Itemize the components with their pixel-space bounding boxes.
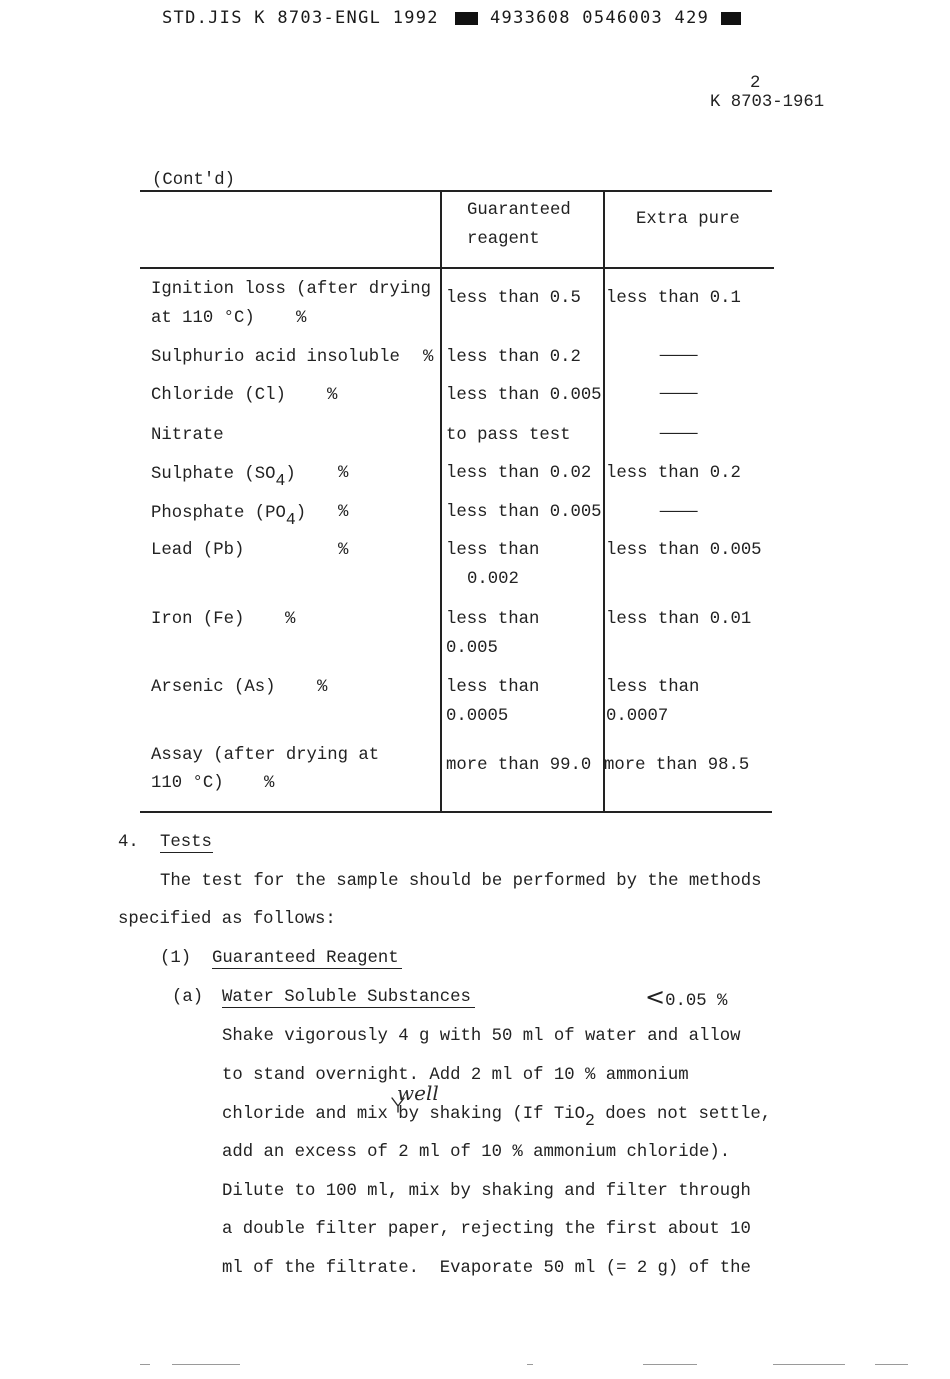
section-title: Tests [160,833,212,852]
subsection-number: (1) [160,949,192,968]
column-header-guaranteed-line2: reagent [467,230,540,249]
procedure-line: Shake vigorously 4 g with 50 ml of water and allow [222,1027,741,1046]
dash-mark: — [660,425,698,444]
row-item-label: Iron (Fe) [151,610,245,629]
subscript: 4 [285,510,296,529]
limit-value: 0.05 % [665,992,728,1011]
extra-pure-value: more than 98.5 [604,756,750,775]
intro-paragraph-line: The test for the sample should be performed by the methods [160,872,762,891]
scan-artifact [172,1364,240,1365]
header-control-numbers: 4933608 0546003 429 [490,8,710,28]
guaranteed-value: less than 0.005 [446,503,602,522]
guaranteed-value-line2: 0.0005 [446,707,509,726]
table-top-rule [140,190,772,192]
row-unit: % [338,541,349,560]
row-item-label: Assay (after drying at [151,746,380,765]
extra-pure-value: less than 0.1 [606,289,741,308]
procedure-line: ml of the filtrate. Evaporate 50 ml (= 2 g) of the [222,1259,751,1278]
guaranteed-value: to pass test [446,426,571,445]
continued-label: (Cont'd) [152,171,235,190]
guaranteed-value: more than 99.0 [446,756,592,775]
line-text: chloride and mix by shaking (If TiO [222,1105,585,1124]
scan-artifact [527,1364,533,1365]
guaranteed-value: less than [446,610,540,629]
extra-pure-not-specified [660,425,698,445]
extra-pure-not-specified [660,503,698,523]
section-title-underline [160,852,213,853]
label-text: Phosphate (PO [151,504,286,523]
table-header-rule [140,267,774,269]
item-title-underline [222,1007,475,1008]
less-than-symbol: < [645,983,666,1011]
row-unit: % [317,678,328,697]
dash-mark: — [660,503,698,522]
guaranteed-value: less than [446,541,540,560]
scan-artifact [773,1364,845,1365]
column-header-guaranteed: Guaranteed [467,201,571,220]
scan-artifact [140,1364,150,1365]
extra-pure-not-specified [660,385,698,405]
row-item-label: Nitrate [151,426,224,445]
header-black-block-2 [721,12,741,25]
row-item-label: Ignition loss (after drying [151,280,432,299]
scan-artifact [875,1364,908,1365]
guaranteed-value: less than 0.005 [446,386,602,405]
row-item-label-line2: at 110 °C) [151,309,255,328]
row-unit: % [296,309,307,328]
extra-pure-value-line2: 0.0007 [606,707,669,726]
label-text: ) [295,504,307,523]
row-item-label-line2: 110 °C) [151,774,224,793]
extra-pure-value: less than [606,678,700,697]
extra-pure-value: less than 0.005 [606,541,762,560]
table-column-divider-2 [603,191,605,813]
row-unit: % [338,503,349,522]
subsection-title-underline [212,968,402,969]
guaranteed-value: less than 0.2 [446,348,581,367]
scan-artifact [643,1364,697,1365]
guaranteed-value: less than 0.5 [446,289,581,308]
row-item-label: Chloride (Cl) [151,386,286,405]
procedure-line: add an excess of 2 ml of 10 % ammonium chloride). [222,1143,731,1162]
label-text: ) [285,465,296,484]
intro-paragraph-line: specified as follows: [118,910,336,929]
guaranteed-value: less than 0.02 [446,464,592,483]
table-column-divider-1 [440,191,442,811]
row-item-label: Lead (Pb) [151,541,245,560]
dash-mark: — [660,347,698,366]
standard-number: K 8703-1961 [710,93,825,112]
label-text: Sulphate (SO [151,465,276,484]
column-header-extra-pure: Extra pure [636,210,740,229]
procedure-line [222,1104,772,1130]
subscript: 4 [275,471,286,490]
row-item-label [151,464,296,490]
procedure-line: a double filter paper, rejecting the first about 10 [222,1220,751,1239]
subscript: 2 [584,1111,595,1130]
guaranteed-value: less than [446,678,540,697]
row-item-label [151,503,307,529]
header-black-block-1 [455,12,478,25]
guaranteed-value-line2: 0.002 [467,570,519,589]
row-item-label: Arsenic (As) [151,678,276,697]
row-unit: % [264,774,275,793]
row-item-label: Sulphurio acid insoluble [151,348,400,367]
item-title: Water Soluble Substances [222,988,471,1007]
row-unit: % [423,348,434,367]
procedure-line: to stand overnight. Add 2 ml of 10 % ammonium [222,1066,689,1085]
extra-pure-value: less than 0.01 [606,610,752,629]
item-number: (a) [172,988,204,1007]
procedure-line: Dilute to 100 ml, mix by shaking and filter through [222,1182,751,1201]
extra-pure-not-specified [660,347,698,367]
guaranteed-value-line2: 0.005 [446,639,498,658]
handwritten-insert: well [397,1081,439,1105]
extra-pure-value: less than 0.2 [606,464,741,483]
line-text: does not settle, [594,1105,772,1124]
dash-mark: — [660,385,698,404]
row-unit: % [285,610,296,629]
subsection-title: Guaranteed Reagent [212,949,399,968]
item-limit [645,983,728,1012]
page-number: 2 [750,74,761,93]
std-header-code: STD.JIS K 8703-ENGL 1992 [162,8,439,28]
row-unit: % [327,386,338,405]
section-number: 4. [118,833,139,852]
table-bottom-rule [140,811,772,813]
row-unit: % [338,464,349,483]
